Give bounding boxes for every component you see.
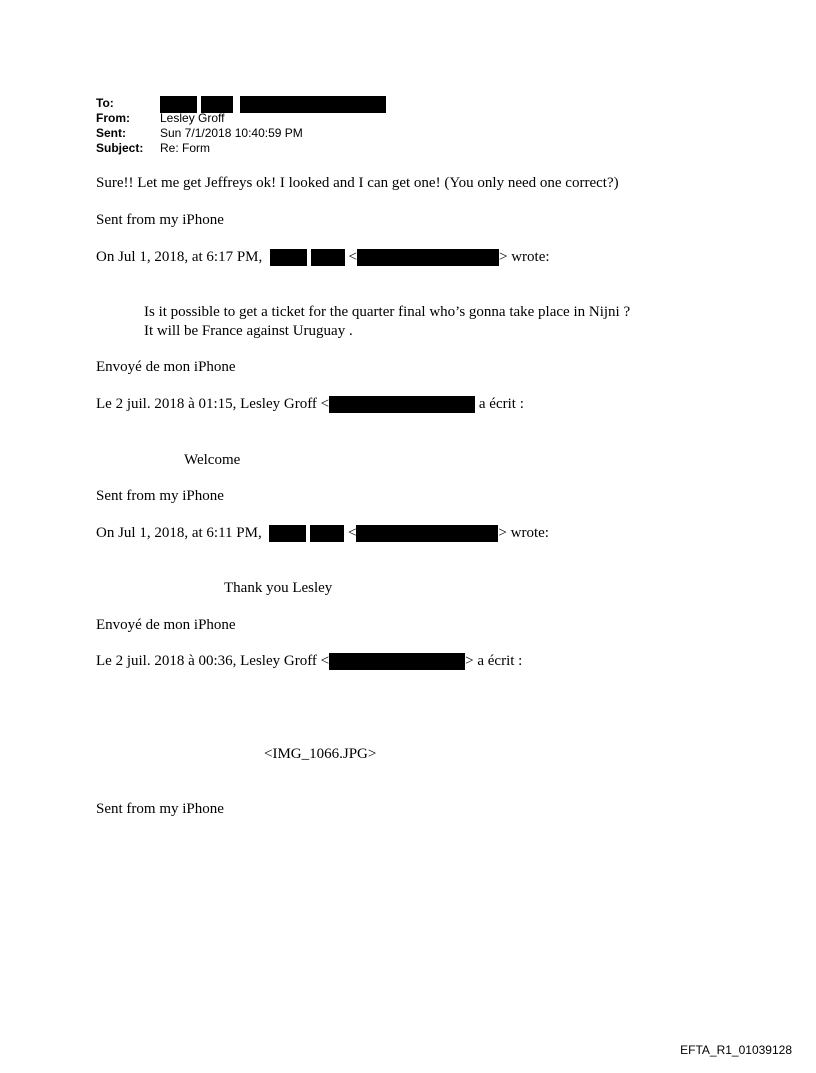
quote-header	[96, 248, 550, 266]
signature-line: Envoyé de mon iPhone	[96, 359, 236, 375]
document-id: EFTA_R1_01039128	[680, 1043, 792, 1057]
quote-header-prefix: Le 2 juil. 2018 à 00:36, Lesley Groff <	[96, 653, 330, 669]
quote-header-suffix: > wrote:	[498, 525, 549, 541]
quote-header-lt: <	[347, 525, 357, 541]
quoted-question-line: Is it possible to get a ticket for the quarter final who’s gonna take place in Nijni ?	[144, 304, 631, 320]
redaction-block	[329, 653, 465, 670]
redaction-block	[356, 525, 498, 542]
quote-header	[96, 652, 522, 670]
signature-line: Sent from my iPhone	[96, 488, 224, 504]
attachment-reference: <IMG_1066.JPG>	[264, 746, 377, 762]
quote-header	[96, 524, 549, 542]
from-label: From:	[96, 111, 130, 125]
redaction-block	[240, 96, 386, 113]
redaction-block	[310, 525, 344, 542]
quoted-message: Welcome	[184, 452, 241, 468]
quote-header-prefix: On Jul 1, 2018, at 6:11 PM,	[96, 525, 262, 541]
quote-header	[96, 395, 524, 413]
quote-header-suffix: > a écrit :	[465, 653, 523, 669]
from-value: Lesley Groff	[160, 111, 225, 125]
quote-header-prefix: Le 2 juil. 2018 à 01:15, Lesley Groff <	[96, 396, 330, 412]
redaction-block	[311, 249, 345, 266]
quoted-message: Thank you Lesley	[224, 580, 333, 596]
redaction-block	[357, 249, 499, 266]
quote-header-lt: <	[348, 249, 357, 265]
subject-value: Re: Form	[160, 141, 211, 155]
reply-text: Sure!! Let me get Jeffreys ok! I looked and I can get one! (You only need one correct?)	[96, 175, 619, 191]
quote-header-suffix: > wrote:	[498, 249, 550, 265]
sent-label: Sent:	[96, 126, 126, 140]
signature-line: Sent from my iPhone	[96, 212, 224, 228]
redaction-block	[269, 525, 306, 542]
redaction-block	[329, 396, 475, 413]
signature-line: Envoyé de mon iPhone	[96, 617, 236, 633]
subject-label: Subject:	[96, 141, 144, 155]
quote-header-prefix: On Jul 1, 2018, at 6:17 PM,	[96, 249, 263, 265]
to-label: To:	[96, 96, 114, 110]
quote-header-suffix: a écrit :	[475, 396, 524, 412]
sent-value: Sun 7/1/2018 10:40:59 PM	[160, 126, 303, 140]
redaction-block	[270, 249, 307, 266]
quoted-question-line: It will be France against Uruguay .	[144, 323, 353, 339]
signature-line: Sent from my iPhone	[96, 801, 224, 817]
